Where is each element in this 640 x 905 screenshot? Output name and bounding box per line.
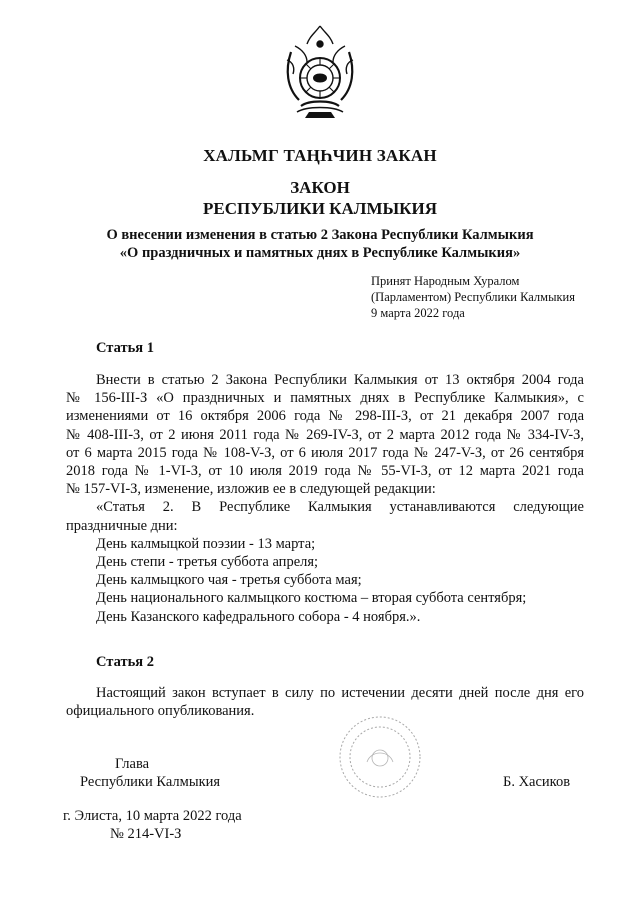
kalmyk-law-title: ХАЛЬМГ ТАҢҺЧИН ЗАКАН xyxy=(203,146,437,165)
article-1-line: № 408-III-З, от 2 июня 2011 года № 269-IV-З, от 2 марта 2012 года № 334-IV-З, xyxy=(66,426,584,443)
article-1-text xyxy=(66,371,584,626)
article-1-line: праздничные дни: xyxy=(66,517,178,534)
law-label: ЗАКОН xyxy=(290,178,350,197)
article-2-line: официального опубликования. xyxy=(66,703,255,720)
adoption-line-1: Принят Народным Хуралом xyxy=(371,274,520,288)
republic-title: РЕСПУБЛИКИ КАЛМЫКИЯ xyxy=(202,199,438,218)
article-2-title: Статья 2 xyxy=(96,654,154,670)
official-seal-stamp xyxy=(335,712,425,802)
holiday-item: День национального калмыцкого костюма – вторая суббота сентября; xyxy=(96,590,527,607)
article-1-title: Статья 1 xyxy=(96,340,154,356)
holiday-item: День Казанского кафедрального собора - 4 ноября.». xyxy=(96,608,421,625)
signatory-office: Республики Калмыкия xyxy=(80,774,221,790)
article-1-line: Внести в статью 2 Закона Республики Калмыкия от 13 октября 2004 года xyxy=(96,372,584,388)
law-number: № 214-VI-З xyxy=(110,826,182,842)
holiday-item: День калмыцкой поэзии - 13 марта; xyxy=(96,535,316,552)
place-and-date: г. Элиста, 10 марта 2022 года xyxy=(63,808,242,824)
article-1-line: № 157-VI-З, изменение, изложив ее в следующей редакции: xyxy=(66,481,436,498)
law-subject-line-2: «О праздничных и памятных днях в Республике Калмыкия» xyxy=(119,245,521,261)
article-2-line: Настоящий закон вступает в силу по истечении десяти дней после дня его xyxy=(96,685,584,701)
article-1-line: 2018 года № 1-VI-З, от 10 июля 2019 года № 55-VI-З, от 12 марта 2021 года xyxy=(66,463,584,480)
law-subject-line-1: О внесении изменения в статью 2 Закона Республики Калмыкия xyxy=(106,227,534,243)
article-2-text xyxy=(66,684,584,720)
article-1-line: от 6 марта 2015 года № 108-V-З, от 6 июля 2017 года № 247-V-З, от 26 сентября xyxy=(66,444,584,461)
holiday-item: День степи - третья суббота апреля; xyxy=(96,554,319,571)
adoption-note xyxy=(371,273,575,321)
adoption-line-3: 9 марта 2022 года xyxy=(371,306,465,320)
signatory-title: Глава xyxy=(115,756,150,772)
article-1-line: «Статья 2. В Республике Калмыкия устанавливаются следующие xyxy=(96,499,584,516)
article-1-line: изменениями от 16 октября 2006 года № 298-III-З, от 21 декабря 2007 года xyxy=(66,408,584,425)
article-1-line: № 156-III-З «О праздничных и памятных днях в Республике Калмыкия», с xyxy=(66,390,584,407)
adoption-line-2: (Парламентом) Республики Калмыкия xyxy=(371,290,575,304)
coat-of-arms-icon xyxy=(277,22,363,122)
signatory-name: Б. Хасиков xyxy=(503,774,571,790)
holiday-item: День калмыцкого чая - третья суббота мая; xyxy=(96,572,362,589)
